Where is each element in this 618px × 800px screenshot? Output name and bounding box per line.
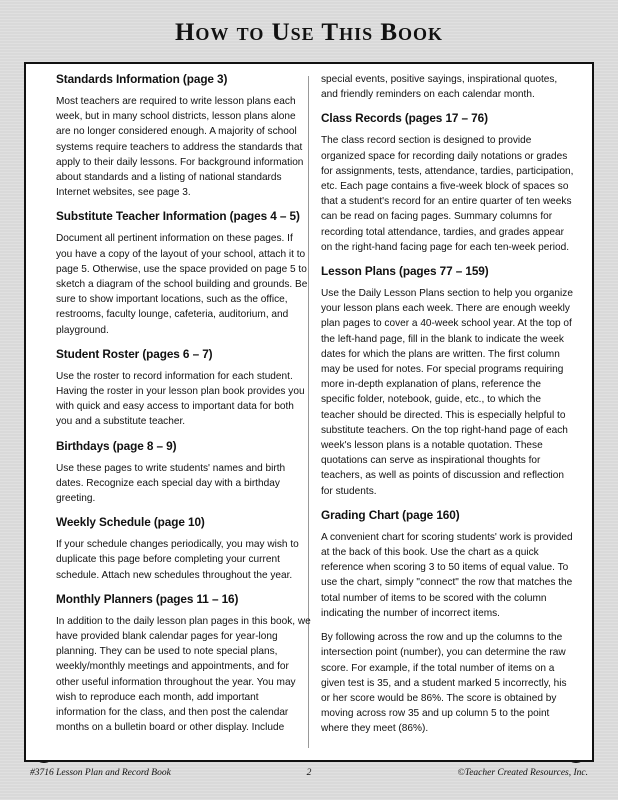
section-heading: Class Records (pages 17 – 76): [321, 111, 488, 126]
section-heading: Birthdays (page 8 – 9): [56, 438, 177, 453]
section-standards-information: [56, 72, 311, 200]
page-footer: [30, 768, 588, 784]
section-paragraph: Most teachers are required to write lesson plans each week, but in many school districts, lesson plans alone are no longer considered enough. A majority of school systems require teachers to address the standards that apply to their daily lessons. For background information about standards and a listing of national standards Internet websites, see page 3.: [56, 96, 304, 199]
page-title: How to Use This Book: [174, 19, 444, 46]
section-monthly-planners: [56, 592, 311, 736]
left-column: [56, 72, 311, 745]
section-paragraph: Document all pertinent information on these pages. If you have a copy of the layout of your school, attach it to page 5. Otherwise, use the space provided on page 5 to sketch a diagram of the school building and grounds. Be sure to show important locations, such as the office, restrooms, faculty lounge, cafeteria, auditorium, and playground.: [56, 233, 308, 336]
title-banner: [26, 8, 592, 58]
section-paragraph: A convenient chart for scoring students' work is provided at the back of this book. Use the chart as a quick reference when scoring 3 to 50 items of equal value. To use the chart, simply "connect" the row that matches the total number of items to be scored with the column indicating the number of incorrect items.: [321, 531, 573, 619]
section-substitute-teacher-information: [56, 209, 311, 337]
section-paragraph: Use the Daily Lesson Plans section to help you organize your lesson plans each week. There are enough weekly plan pages to cover a 40-week school year. At the top of the left-hand page, fill in the blank to indicate the week dates for which the plans are written. The first column may be used for notes. For special programs requiring more in-depth explanation of plans, reference the specific folder, notebook, guide, etc., to which the teacher should be directed. This is especially helpful to substitute teachers. On the top right-hand page of each week's lesson plans is a notable quotation. These quotations can serve as inspirational thoughts for teachers, as well as points of discussion and reflection for students.: [321, 288, 573, 497]
footer-book-title: #3716 Lesson Plan and Record Book: [30, 768, 171, 778]
section-birthdays: [56, 439, 311, 507]
section-heading: Grading Chart (page 160): [321, 507, 460, 522]
section-heading: Weekly Schedule (page 10): [56, 515, 205, 530]
footer-copyright: ©Teacher Created Resources, Inc.: [457, 768, 588, 778]
section-paragraph: Use these pages to write students' names and birth dates. Recognize each special day with a birthday greeting.: [56, 462, 286, 505]
section-heading: Substitute Teacher Information (pages 4 – 5): [56, 209, 300, 224]
right-column: [321, 72, 576, 746]
section-student-roster: [56, 347, 311, 430]
section-class-records: [321, 111, 576, 255]
section-heading: Standards Information (page 3): [56, 72, 228, 86]
section-paragraph: Use the roster to record information for each student. Having the roster in your lesson plan book provides you with quick and easy access to important data for both you and a substitute teacher.: [56, 370, 305, 428]
section-grading-chart: [321, 508, 576, 737]
section-heading: Monthly Planners (pages 11 – 16): [56, 591, 239, 606]
section-lesson-plans: [321, 264, 576, 499]
section-heading: Student Roster (pages 6 – 7): [56, 346, 213, 361]
section-paragraph: The class record section is designed to provide organized space for recording daily notations or grades for assignments, tests, attendance, tardies, participation, etc. Each page contains a five-week block of spaces so that a student's record for an entire quarter of ten weeks can be read on facing pages. Summary columns for recording total attendance, tardies, and grades appear on the right-hand facing page for each ten-week period.: [321, 135, 574, 253]
continuation-paragraph: special events, positive sayings, inspirational quotes, and friendly reminders on each calendar month.: [321, 74, 558, 101]
section-weekly-schedule: [56, 515, 311, 583]
section-paragraph: In addition to the daily lesson plan pages in this book, we have provided blank calendar pages for year-long planning. They can be used to note special plans, weekly/monthly meetings and appointments, and for other useful information throughout the year. You may wish to reproduce each month, add important information for the class, and then post the calendar months on a bulletin board or other display. Include: [56, 615, 311, 734]
content-panel: [24, 62, 594, 762]
footer-page-number: 2: [306, 768, 312, 778]
section-heading: Lesson Plans (pages 77 – 159): [321, 264, 489, 279]
section-paragraph: By following across the row and up the columns to the intersection point (number), you can determine the raw score. For example, if the total number of items on a given test is 35, and a student marked 5 incorrectly, his or her score would be 86%. The score is obtained by moving across row 35 and up column 5 to the point where they meet (86%).: [321, 632, 567, 735]
section-paragraph: If your schedule changes periodically, you may wish to duplicate this page before completing your current schedule. Attach new schedules throughout the year.: [56, 539, 299, 581]
